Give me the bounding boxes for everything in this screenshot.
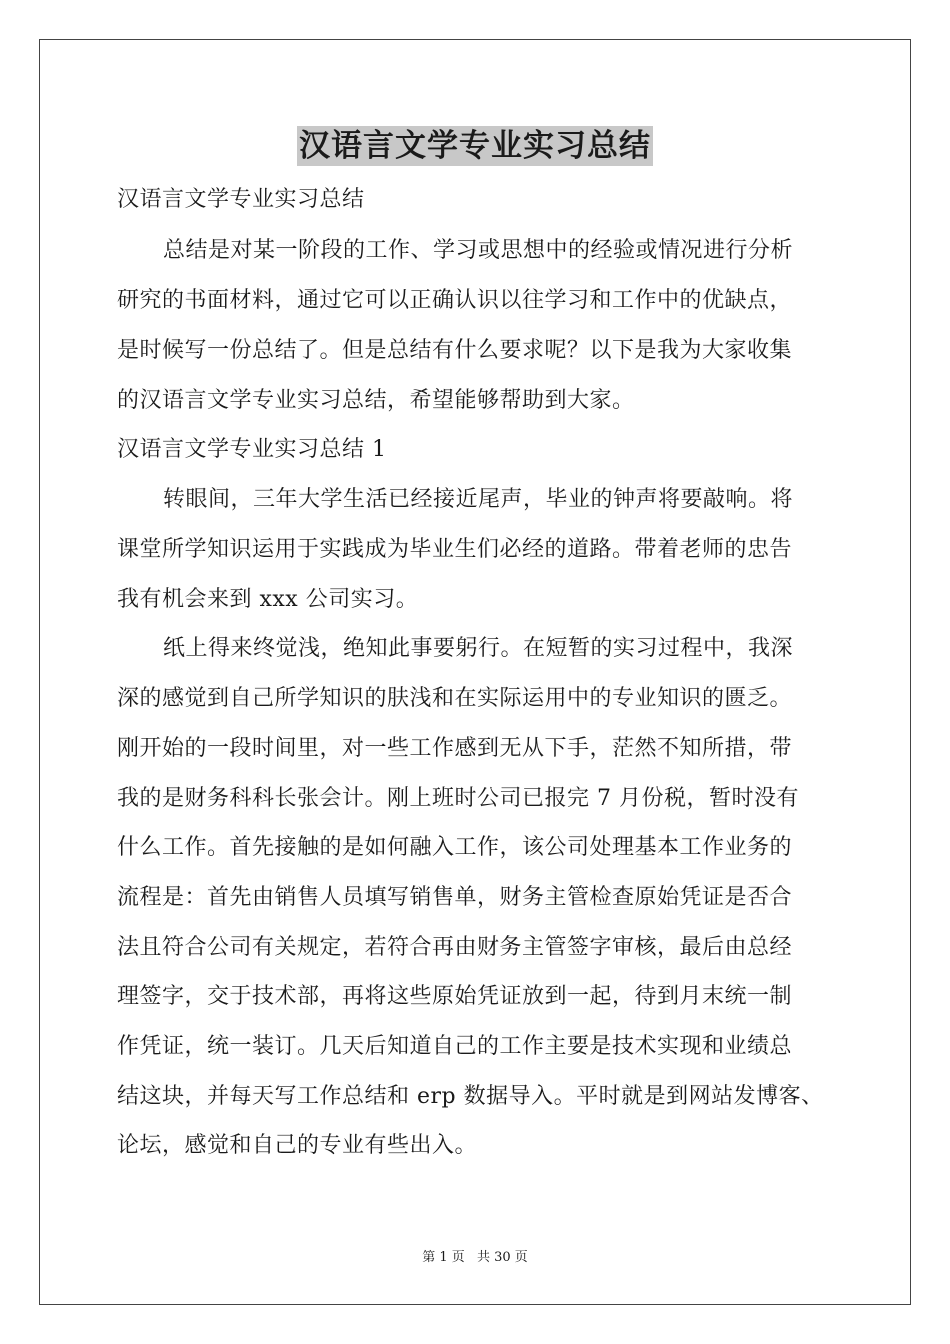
paragraph-line: 作凭证，统一装订。几天后知道自己的工作主要是技术实现和业绩总 (117, 1034, 793, 1059)
paragraph-line: 研究的书面材料，通过它可以正确认识以往学习和工作中的优缺点， (117, 288, 793, 313)
paragraph-line: 我的是财务科科长张会计。刚上班时公司已报完 7 月份税，暂时没有 (117, 786, 799, 811)
page-footer (0, 1246, 950, 1265)
paragraph-line: 论坛，感觉和自己的专业有些出入。 (117, 1133, 478, 1158)
subtitle-line: 汉语言文学专业实习总结 (117, 187, 365, 212)
paragraph-line: 深的感觉到自己所学知识的肤浅和在实际运用中的专业知识的匮乏。 (117, 686, 793, 711)
paragraph-line: 法且符合公司有关规定，若符合再由财务主管签字审核，最后由总经 (117, 935, 793, 960)
document-title: 汉语言文学专业实习总结 (299, 128, 651, 164)
paragraph-line: 我有机会来到 xxx 公司实习。 (117, 587, 419, 612)
paragraph-line: 是时候写一份总结了。但是总结有什么要求呢？以下是我为大家收集 (117, 338, 793, 363)
paragraph-line: 课堂所学知识运用于实践成为毕业生们必经的道路。带着老师的忠告 (117, 537, 793, 562)
page-number: 第 1 页 (422, 1250, 465, 1265)
paragraph-line: 流程是：首先由销售人员填写销售单，财务主管检查原始凭证是否合 (117, 885, 793, 910)
paragraph-line: 结这块，并每天写工作总结和 erp 数据导入。平时就是到网站发博客、 (117, 1084, 824, 1109)
page-border (39, 39, 911, 1305)
page-total: 共 30 页 (476, 1250, 528, 1265)
paragraph-line: 总结是对某一阶段的工作、学习或思想中的经验或情况进行分析 (163, 238, 794, 263)
paragraph-line: 什么工作。首先接触的是如何融入工作，该公司处理基本工作业务的 (117, 835, 793, 860)
paragraph-line: 的汉语言文学专业实习总结，希望能够帮助到大家。 (117, 388, 635, 413)
paragraph-line: 转眼间，三年大学生活已经接近尾声，毕业的钟声将要敲响。将 (163, 487, 794, 512)
paragraph-line: 理签字，交于技术部，再将这些原始凭证放到一起，待到月末统一制 (117, 984, 793, 1009)
title-container (0, 126, 950, 166)
paragraph-line: 纸上得来终觉浅，绝知此事要躬行。在短暂的实习过程中，我深 (163, 636, 794, 661)
section-heading: 汉语言文学专业实习总结 1 (117, 437, 387, 462)
paragraph-line: 刚开始的一段时间里，对一些工作感到无从下手，茫然不知所措，带 (117, 736, 793, 761)
